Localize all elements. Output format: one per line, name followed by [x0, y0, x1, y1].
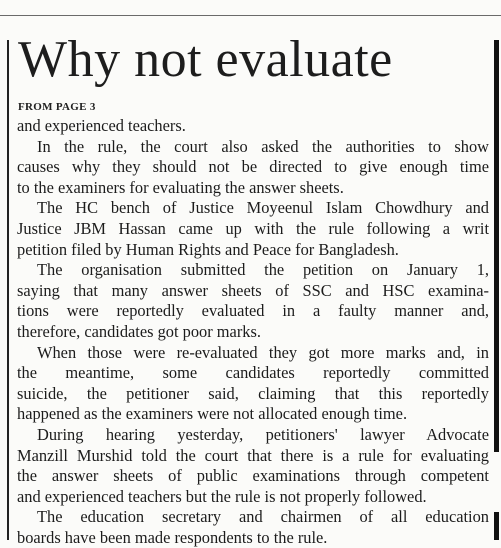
article-body: [17, 116, 489, 548]
article-line: When those were re-evaluated they got more marks and, in: [37, 342, 489, 362]
article-line: the meantime, some candidates reportedly committed: [17, 363, 489, 383]
article-line: happened as the examiners were not allocated enough time.: [17, 404, 408, 424]
article-line: and experienced teachers but the rule is not properly followed.: [17, 486, 427, 506]
article-line: saying that many answer sheets of SSC and HSC examina-: [17, 280, 489, 300]
article-line: tions were reportedly evaluated in a faulty manner and,: [17, 301, 489, 321]
article-line: and experienced teachers.: [17, 116, 186, 135]
right-column-rule: [494, 40, 499, 452]
article-line: In the rule, the court also asked the authorities to show: [37, 136, 489, 156]
article-line: boards have been made respondents to the rule.: [17, 527, 328, 547]
article-line: Manzill Murshid told the court that there is a rule for evaluating: [17, 445, 489, 465]
jump-label: FROM PAGE 3: [18, 101, 96, 113]
article-line: During hearing yesterday, petitioners' lawyer Advocate: [37, 424, 489, 444]
article-line: therefore, candidates got poor marks.: [17, 321, 261, 341]
article-line: to the examiners for evaluating the answer sheets.: [17, 177, 344, 197]
article-line: The education secretary and chairmen of all education: [37, 507, 489, 527]
article-line: Justice JBM Hassan came up with the rule following a writ: [17, 218, 489, 238]
article-line: suicide, the petitioner said, claiming that this reportedly: [17, 383, 489, 403]
article-line: causes why they should not be directed to give enough time: [17, 157, 489, 177]
top-divider-rule: [0, 15, 501, 16]
article-line: petition filed by Human Rights and Peace for Bangladesh.: [17, 239, 399, 259]
article-headline: Why not evaluate: [18, 31, 393, 88]
right-column-rule-lower: [494, 512, 499, 540]
left-column-rule: [7, 40, 9, 540]
article-line: The HC bench of Justice Moyeenul Islam Chowdhury and: [37, 198, 489, 218]
article-line: The organisation submitted the petition on January 1,: [37, 260, 489, 280]
article-line: the answer sheets of public examinations through competent: [17, 466, 489, 486]
